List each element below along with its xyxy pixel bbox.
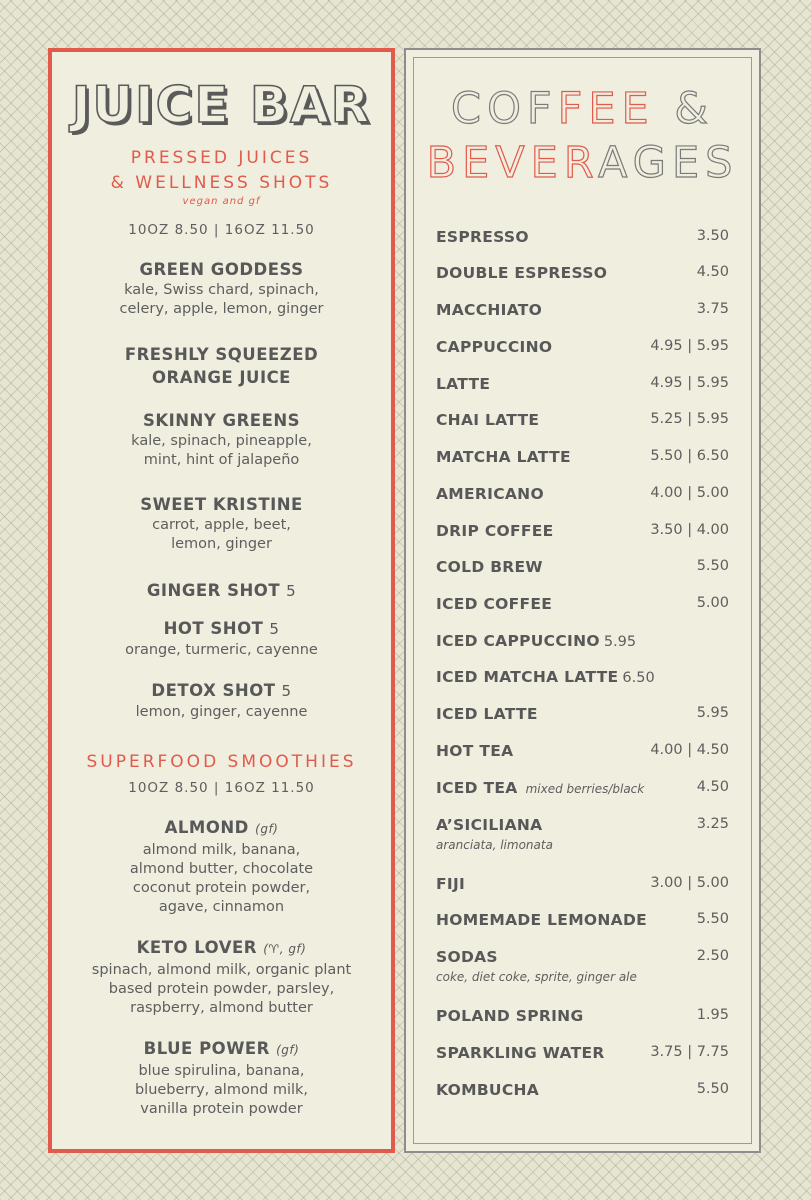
juice-sizes: 10OZ 8.50 | 16OZ 11.50 xyxy=(128,222,315,238)
juice-bar-title: JUICE BAR xyxy=(71,76,372,134)
item-desc: vanilla protein powder xyxy=(140,1101,303,1117)
row-price: 5.50 xyxy=(696,1081,729,1097)
item-desc: based protein powder, parsley, xyxy=(108,981,335,997)
menu-row xyxy=(436,1081,729,1099)
menu-item xyxy=(52,258,391,319)
row-name: HOMEMADE LEMONADE xyxy=(436,911,648,929)
item-desc: mint, hint of jalapeño xyxy=(143,452,300,468)
row-price: 3.25 xyxy=(696,816,729,832)
row-price: 4.00 | 5.00 xyxy=(650,485,729,501)
item-name: KETO LOVER xyxy=(136,938,257,957)
row-name: COLD BREW xyxy=(436,558,543,576)
juice-subtitle-line1: PRESSED JUICES xyxy=(130,148,313,168)
menu-row xyxy=(436,816,729,852)
menu-row xyxy=(436,742,729,760)
item-price: 5 xyxy=(286,582,297,600)
menu-row xyxy=(436,911,729,929)
menu-item xyxy=(52,936,391,1018)
item-desc: kale, spinach, pineapple, xyxy=(131,433,312,449)
row-name: LATTE xyxy=(436,375,491,393)
row-name: CAPPUCCINO xyxy=(436,338,553,356)
row-name: ICED LATTE xyxy=(436,705,538,723)
vegan-note: vegan and gf xyxy=(182,196,261,207)
item-desc: carrot, apple, beet, xyxy=(152,517,291,533)
item-name: SWEET KRISTINE xyxy=(140,495,303,514)
row-price: 5.00 xyxy=(696,595,729,611)
coffee-title-line2: BEVERAGES xyxy=(426,138,739,188)
item-desc: lemon, ginger xyxy=(171,536,272,552)
menu-item xyxy=(52,343,391,389)
row-price: 3.50 | 4.00 xyxy=(650,522,729,538)
row-name: ICED TEA xyxy=(436,779,518,797)
menu-item xyxy=(52,579,391,603)
menu-row xyxy=(436,522,729,540)
item-desc: blueberry, almond milk, xyxy=(134,1082,309,1098)
menu-row xyxy=(436,948,729,984)
menu-item xyxy=(52,493,391,554)
row-name: DOUBLE ESPRESSO xyxy=(436,264,608,282)
item-desc: celery, apple, lemon, ginger xyxy=(119,301,324,317)
row-note: aranciata, limonata xyxy=(436,838,553,852)
menu-row xyxy=(436,485,729,503)
item-name: SKINNY GREENS xyxy=(142,411,301,430)
item-desc: kale, Swiss chard, spinach, xyxy=(124,282,319,298)
row-price: 5.25 | 5.95 xyxy=(650,411,729,427)
menu-row xyxy=(436,558,729,576)
row-price: 3.75 | 7.75 xyxy=(650,1044,729,1060)
row-price: 4.00 | 4.50 xyxy=(650,742,729,758)
row-price: 4.95 | 5.95 xyxy=(650,375,729,391)
menu-row xyxy=(436,411,729,429)
coffee-inner-frame xyxy=(413,57,752,1144)
item-desc: almond milk, banana, xyxy=(142,842,301,858)
item-desc: lemon, ginger, cayenne xyxy=(135,704,308,720)
row-name: POLAND SPRING xyxy=(436,1007,584,1025)
menu-item xyxy=(52,409,391,470)
item-name: GREEN GODDESS xyxy=(139,260,304,279)
item-desc: agave, cinnamon xyxy=(158,899,285,915)
item-desc: raspberry, almond butter xyxy=(130,1000,313,1016)
item-name: ORANGE JUICE xyxy=(152,368,291,387)
row-name: KOMBUCHA xyxy=(436,1081,540,1099)
menu-row xyxy=(436,448,729,466)
menu-row xyxy=(436,264,729,282)
menu-row xyxy=(436,1007,729,1025)
item-name: DETOX SHOT xyxy=(151,681,276,700)
item-price: 5 xyxy=(269,620,280,638)
item-desc: orange, turmeric, cayenne xyxy=(125,642,318,658)
row-price: 1.95 xyxy=(696,1007,729,1023)
coffee-title-line1: COFFEE & xyxy=(451,84,714,134)
item-price: 5 xyxy=(281,682,292,700)
row-price: 2.50 xyxy=(696,948,729,964)
item-note: ( xyxy=(263,942,269,956)
row-name: DRIP COFFEE xyxy=(436,522,554,540)
row-price: 6.50 xyxy=(622,670,655,686)
menu-row xyxy=(436,228,729,246)
menu-row xyxy=(436,338,729,356)
menu-item xyxy=(52,1037,391,1119)
row-price: 5.95 xyxy=(603,634,637,650)
row-price: 4.50 xyxy=(696,264,729,280)
smoothies-title: SUPERFOOD SMOOTHIES xyxy=(86,752,357,772)
row-price: 3.75 xyxy=(696,301,729,317)
row-name: ICED COFFEE xyxy=(436,595,553,613)
menu-row xyxy=(436,301,729,319)
menu-item xyxy=(52,617,391,660)
row-price: 4.50 xyxy=(696,779,729,795)
row-price: 5.95 xyxy=(696,705,729,721)
row-note: coke, diet coke, sprite, ginger ale xyxy=(436,970,637,984)
menu-row xyxy=(436,632,729,650)
row-price: 3.50 xyxy=(696,228,729,244)
item-note: (gf) xyxy=(276,1043,300,1057)
menu-item xyxy=(52,679,391,722)
row-price: 5.50 | 6.50 xyxy=(650,448,729,464)
item-desc: coconut protein powder, xyxy=(132,880,311,896)
row-note: mixed berries/black xyxy=(525,782,645,796)
row-name: ICED MATCHA LATTE xyxy=(436,668,619,686)
row-name: AMERICANO xyxy=(436,485,544,503)
item-desc: almond butter, chocolate xyxy=(129,861,314,877)
row-name: A’SICILIANA xyxy=(436,816,543,834)
item-name: FRESHLY SQUEEZED xyxy=(124,345,319,364)
item-note: (gf) xyxy=(255,822,279,836)
row-price: 5.50 xyxy=(696,911,729,927)
row-name: SPARKLING WATER xyxy=(436,1044,605,1062)
row-price: 3.00 | 5.00 xyxy=(650,875,729,891)
menu-row xyxy=(436,668,729,686)
item-name: ALMOND xyxy=(164,818,249,837)
row-name: FIJI xyxy=(436,875,466,893)
row-name: HOT TEA xyxy=(436,742,514,760)
row-name: CHAI LATTE xyxy=(436,411,540,429)
menu-row xyxy=(436,595,729,613)
item-name: HOT SHOT xyxy=(163,619,264,638)
juice-bar-panel xyxy=(48,48,395,1153)
juice-subtitle-line2: & WELLNESS SHOTS xyxy=(110,173,333,193)
menu-row xyxy=(436,375,729,393)
item-desc: spinach, almond milk, organic plant xyxy=(91,962,352,978)
menu-row xyxy=(436,1044,729,1062)
item-desc: blue spirulina, banana, xyxy=(138,1063,305,1079)
row-name: ICED CAPPUCCINO xyxy=(436,632,600,650)
menu-row xyxy=(436,705,729,723)
smoothie-sizes: 10OZ 8.50 | 16OZ 11.50 xyxy=(128,780,315,796)
row-price: 4.95 | 5.95 xyxy=(650,338,729,354)
row-price: 5.50 xyxy=(696,558,729,574)
item-name: BLUE POWER xyxy=(143,1039,270,1058)
item-note: , gf) xyxy=(279,942,307,956)
menu-row xyxy=(436,779,729,797)
item-name: GINGER SHOT xyxy=(146,581,281,600)
row-name: SODAS xyxy=(436,948,498,966)
row-name: ESPRESSO xyxy=(436,228,529,246)
plant-icon: ♈ xyxy=(268,942,280,956)
coffee-panel xyxy=(404,48,761,1153)
menu-row xyxy=(436,875,729,893)
row-name: MACCHIATO xyxy=(436,301,543,319)
row-name: MATCHA LATTE xyxy=(436,448,571,466)
menu-item xyxy=(52,816,391,917)
juice-subtitle xyxy=(52,146,391,196)
